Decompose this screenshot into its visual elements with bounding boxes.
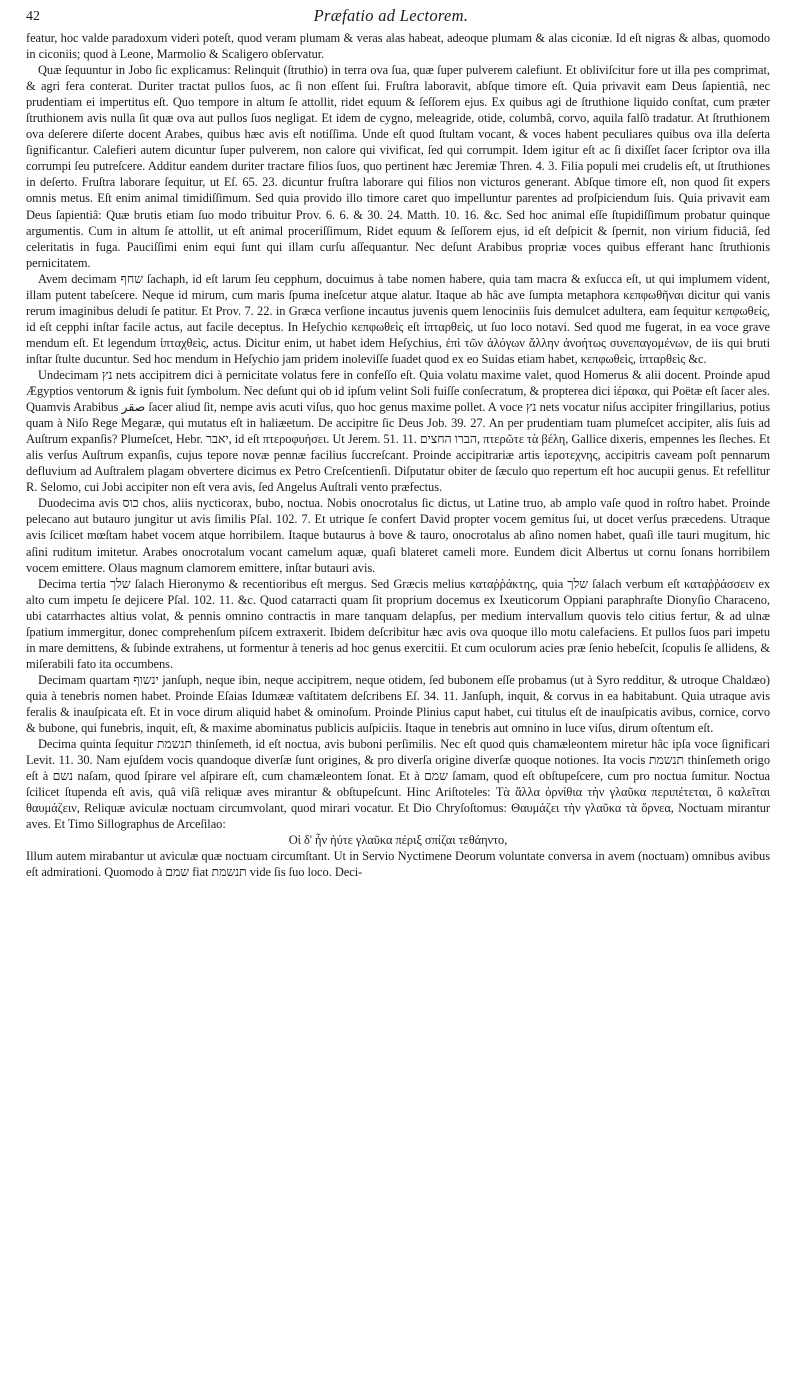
paragraph-salach: Decima tertia שלך ſalach Hieronymo & recentioribus eſt mergus. Sed Græcis melius καταῤῥάκτης, quia שלך ſalach verbum eſt καταῤῥάσσειν ex alto cum impetu ſe dejicere Pſal. 102. 11. &c. Quod catarracti quam ſit proprium docemus ex Ixeuticorum Oppiani paraphraſte Dionyſio Characeno, ubi catarrhactes altius volat, & pennis omnino contractis in mare tanquam delapſus, per medium intervallum quovis telo citius fertur, & ad ulnæ ſpatium immergitur, donec comprehenſum piſcem extraxerit. Ibidem deſcribitur hæc avis ova quoque illo motu calefaciens. Et pullos ſuos pari impetu in mare demittens, & ſubinde extrahens, ut formentur à teneris ad hoc genus exercitii. Et cum oculorum acies præ ſenio hebeſcit, ſcopulis ſe allidens, & miſerabili fato ita occumbens. [26,576,770,671]
running-title: Præfatio ad Lectorem. [313,6,469,25]
page-number: 42 [26,9,40,24]
paragraph-nets: Undecimam נץ nets accipitrem dici à pernicitate volatus fere in confeſſo eſt. Quia volatu maxime valet, quod Homerus & alii docent. Proinde apud Ægyptios ventorum & ignis fuit ſymbolum. Nec deſunt qui ob id ipſum velint Soli fuiſſe conſecratum, & propterea dici ἱέρακα, qui Poëtæ eſt ſacer ales. Quamvis Arabibus صقر ſacer aliud ſit, nempe avis acuti viſus, quo hoc genus maxime pollet. A voce נץ nets vocatur niſus accipiter fringillarius, potius quam à Niſo Rege Megaræ, qui mutatus eſt in haliæetum. De accipitre ſic Deus Job. 39. 27. An per prudentiam tuam plumeſcet accipiter, alis ſuis ad Auſtrum expanſis? Plumeſcet, Hebr. יאבר, id eſt πτεροφυήσει. Ut Jerem. 51. 11. הברו החצים, πτερῶτε τὰ βέλη, Gallice dixeris, empennes les ſleches. Et alis verſus Auſtrum expanſis, cujus tepore novæ pennæ facilius ſuccreſcant. Proinde accipitrariæ artis ἱεροτεχνης, accipitris caveam poſt pennarum defluvium ad Auſtralem plagam obvertere dicimus ex Petro Creſcentienſi. Diſputatur obiter de ſæculo quo repertum eſt hoc aucupii genus. Et refellitur R. Selomo, cui Jobi accipiter non eſt vera avis, ſed Angelus Auſtrali vento præfectus. [26,367,771,495]
paragraph-continuation: featur, hoc valde paradoxum videri poteſt, quod veram plumam & veras alas habeat, adeoque plumam & alas ciconiæ. Id eſt nigras & albas, quomodo in ciconiis; quod à Leone, Marmolio & Scaligero obſervatur. [26,31,770,62]
paragraph-closing: Illum autem mirabantur ut aviculæ quæ noctuam circumſtant. Ut in Servio Nyctimene Deorum voluntate conversa in avem (noctuam) omnibus avibus eſt admirationi. Quomodo à שמם fiat תנשמת vide ſis ſuo loco. Deci- [26,849,770,880]
page-header [26,6,756,30]
body-text [26,30,770,880]
paragraph-greek-verse: Οἱ δ' ἦν ἠύτε γλαῦκα πέριξ σπίζαι τεθάηντο, [288,833,508,848]
paragraph-thinsemeth: Decima quinta ſequitur תנשמת thinſemeth, id eſt noctua, avis buboni perſimilis. Nec eſt quod quis chamæleontem miretur hâc ipſa voce ſignificari Levit. 11. 30. Nam ejuſdem vocis quandoque diverſæ ſunt origines, & pro diverſa origine diverſæ quoque notiones. Ita vocis תנשמת thinſemeth origo eſt à נשם naſam, quod ſpirare vel aſpirare eſt, cum chamæleontem ſonat. Et à שמם ſamam, quod eſt obſtupeſcere, cum pro noctua ſumitur. Noctua ſcilicet ſtupenda eſt avis, quâ viſâ reliquæ aves mirantur & obſtupeſcunt. Hinc Ariſtoteles: Τὰ ἄλλα ὀρνίθια τὴν γλαῦκα περιπέτεται, ὃ καλεῖται θαυμάζειν, Reliquæ aviculæ noctuam circumvolant, quod mirari vocatur. Et Dio Chryſoſtomus: Θαυμάζει τὴν γλαῦκα τὰ ὄρνεα, Noctuam mirantur aves. Et Timo Sillographus de Arceſilao: [26,737,770,832]
paragraph-chos: Duodecima avis כוס chos, aliis nycticorax, bubo, noctua. Nobis onocrotalus ſic dictus, ut Latine truo, ab amplo vaſe quod in roſtro habet. Proinde pelecano aut butauro jungitur ut avis ſimilis Pſal. 102. 7. Et utrique ſe confert David propter vocem gemitus ſui, ut docet verſus præcedens. Utraque avis ſcilicet mœſtam habet vocem atque horribilem. Itaque butaurus à bove & tauro, onocrotalus ab aſino nomen habet, quaſi ille tauri mugitum, hic aſini ruditum imitetur. Arabes onocrotalum vocant camelum aquæ, quaſi blateret cameli more. Eundem dicit Albertus ut cornu ſonans horribilem vocem emittere. Olaus magnum clamorem emittere, inſtar butauri avis. [26,496,770,575]
paragraph-sachaph: Avem decimam שחף ſachaph, id eſt larum ſeu cepphum, docuimus à tabe nomen habere, quia tam macra & exſucca eſt, ut qui implumem vident, illam putent tabeſcere. Neque id mirum, cum maris ſpuma ineſcetur atque alatur. Itaque ab hâc ave ſumpta metaphora κεπφωθῆναι dicitur qui vanis rerum imaginibus deludi ſe patitur. Et Prov. 7. 22. in Græca verſione incautus juvenis quem lenociniis ſuis demulcet adultera, eam ſequitur κεπφωθείς, id eſt cepphi inſtar facile actus, aut facile deceptus. In Heſychio κεπφωθεὶς eſt ἱπταρθεὶς, ut ſuo loco notavi. Sed quod me fugerat, in ea voce grave mendum eſt. Et legendum ἱπταχθεὶς, actus. Dicitur enim, ut habet idem Heſychius, ἐπὶ τῶν ἀλόγων ἄλλην ἀνοήτως συνεπαγομένων, de iis qui bruti inſtar ſtulte ducuntur. Sed hoc mendum in Heſychio jam pridem inoleviſſe ſuadet quod ex eo Suidas etiam habet, κεπφωθεὶς, ἱπταρθεὶς &c. [26,271,770,366]
paragraph-jansuph: Decimam quartam ינשוף janſuph, neque ibin, neque accipitrem, neque otidem, ſed bubonem eſſe probamus (ut à Syro redditur, & utroque Chaldæo) quia à tenebris nomen habet. Proinde Eſaias Idumææ vaſtitatem deſcribens Eſ. 34. 11. Janſuph, inquit, & corvus in ea habitabunt. Quia utraque avis feralis & inauſpicata eſt. Et in voce dirum aliquid habet & ominoſum. Proinde Plinius caput habet, cui titulus eſt de inauſpicatis avibus, cornice, corvo & bubone, qui funebris, inquit, eſt, & maxime abominatus publicis auſpiciis. Itaque in tenebris aut omnino in luce viſus, dirum oſtentum eſt. [26,672,770,736]
paragraph-struthio: Quæ ſequuntur in Jobo ſic explicamus: Relinquit (ſtruthio) in terra ova ſua, quæ ſuper pulverem calefiunt. Et obliviſcitur fore ut illa pes comprimat, & agri fera conterat. Duriter tractat pullos ſuos, ac ſi non eſſent ſui. Fruſtra laboravit, abſque timore eſt. Quia privavit eam Deus ſapientiâ, nec prudentiam ei impertitus eſt. Quo tempore in altum ſe attollit, ridet equum & ſeſſorem ejus. Ex quibus agi de ſtruthione liquido conſtat, cum præter ſtruthionem avis nulla ſit quæ ova aut pullos ſuos negligat. Et idem de cygno, meleagride, otide, columbâ, corvo, aquila falſò tradatur. At ſtruthionem ova deſerere diſerte docent Arabes, quibus hæc avis eſt notiſſima. Unde eſt quod ſtultam vocant, & voces habent peculiares quibus ova illa deſerta ſignificantur. Calefieri autem dicuntur ſuper pulverem, non calore qui vivificat, ſed qui corrumpit. Idem igitur eſt ac ſi dixiſſet ſacer ſcriptor ova illa corrumpi ſeu putreſcere. Additur eandem duriter tractare filios ſuos, quo pertinent hæc Jeremiæ Thren. 4. 3. Filia populi mei crudelis eſt, ut ſtruthiones in deſerto. Fruſtra laborare ſequitur, ut Eſ. 65. 23. dicuntur fruſtra laborare qui filios non victuros generant. Abſque timore eſt, non quod ſit expers omnis metus. Eſt enim animal timidiſſimum. Sed quia provido illo timore caret quo impelluntur parentes ad proſpiciendum ſuis. Quia privavit eam Deus ſapientiâ: Quæ brutis etiam ſuo modo tribuitur Prov. 6. 6. & 30. 24. Matth. 10. 16. &c. Sed hoc animal eſſe ſtupidiſſimum probatur quinque argumentis. Cum in altum ſe attollit, ut eſt animal proceriſſimum, Ridet equum & ſeſſorem ejus, id eſt deſpicit & ſpernit, non virium fiduciâ, ſed celeritatis in fuga. Pauciſſimi enim equi ſunt qui illam curſu aſſequantur. Nec deſunt Arabibus propriæ voces quibus efferant hanc ſtruthionis pernicitatem. [26,63,770,270]
